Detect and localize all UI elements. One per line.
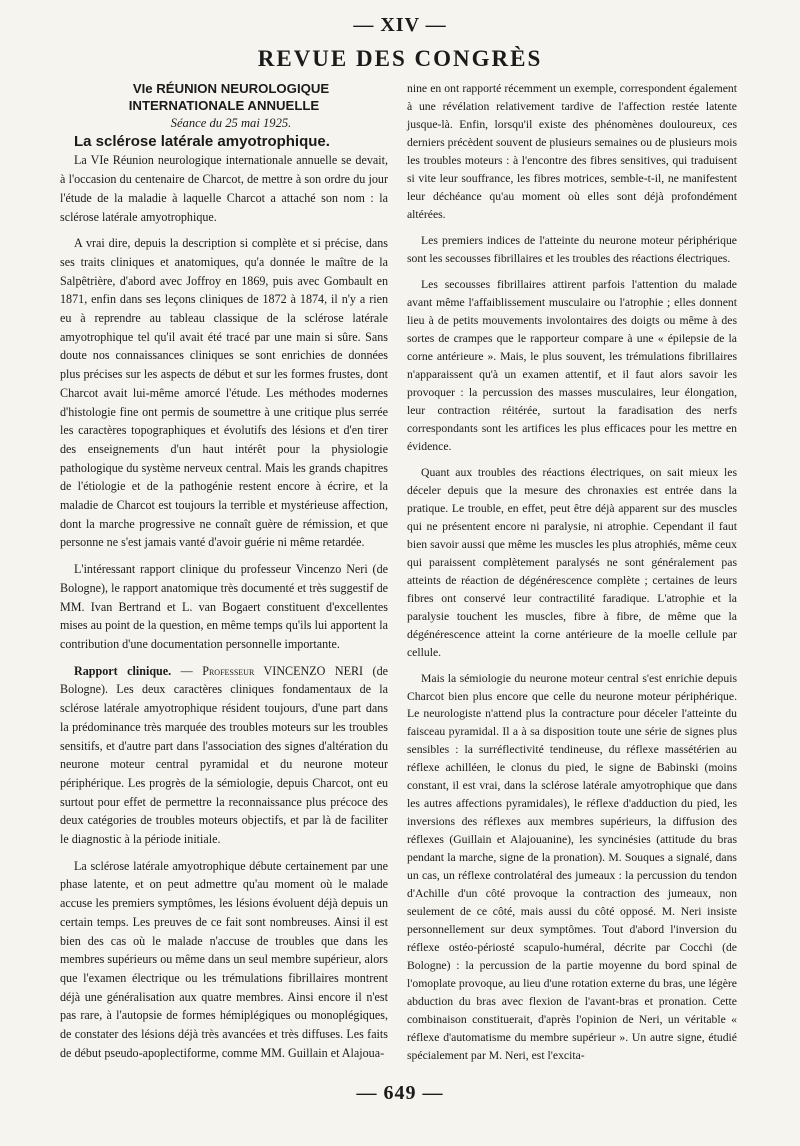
left-column	[60, 80, 388, 1062]
article-title: La sclérose latérale amyotrophique.	[74, 132, 330, 150]
session-date: Séance du 25 mai 1925.	[170, 116, 292, 130]
rapport-speaker: — Professeur VINCENZO NERI	[180, 663, 364, 678]
page-number: — 649 —	[356, 1082, 444, 1104]
fibrillary-paragraph: Les secousses fibrillaires attirent parfois l'attention du malade avant même l'affaiblissement musculaire ou l'atrophie ; elles donnent lieu à de petits mouvements involontaires des doigts ou même à des sortes de crampes que le rapporteur compare à une « épilepsie de la corne antérieure ». Mais, le plus souvent, les trémulations fibrillaires n'apparaissent qu'à un examen attentif, et il faut alors savoir les provoquer : la percussion des masses musculaires, leur élongation, leur contraction réitérée, surtout la faradisation des nerfs correspondants sont les artifices les plus efficaces pour les mettre en évidence.	[407, 277, 737, 453]
page-roman-numeral: — XIV —	[353, 14, 447, 36]
latent-phase-paragraph: La sclérose latérale amyotrophique débute certainement par une phase latente, et on peut admettre qu'au moment où le malade accuse les premiers symptômes, les lésions évoluent déjà depuis un certain temps. Les preuves de ce fait sont nombreuses. Ainsi il est bien des cas où le malade n'accuse de troubles que dans les membres supérieurs ou même dans un seul membre supérieur, alors que l'examen électrique ou les trémulations fibrillaires montrent déjà une généralisation aux quatre membres. Ainsi encore il n'est pas rare, à l'autopsie de formes hémiplégiques ou monoplégiques, de constater des lésions déjà très avancées et très diffuses. Les faits de début pseudo-apoplectiforme, comme MM. Guillain et Alajoua-	[60, 858, 388, 1060]
rapport-text: (de Bologne). Les deux caractères cliniques fondamentaux de la sclérose latérale amyotrophique résident toujours, d'une part dans la prédominance très marquée des troubles moteurs sur les troubles sensitifs, et d'autre part dans l'association des signes d'altération du neurone moteur central pyramidal et du neurone moteur périphérique. Les progrès de la sémiologie, depuis Charcot, ont eu surtout pour effet de permettre la reconnaissance plus précoce des deux catégories de troubles moteurs objectifs, et par là de faciliter le diagnostic à la période initiale.	[60, 663, 388, 847]
central-neuron-paragraph: Mais la sémiologie du neurone moteur central s'est enrichie depuis Charcot bien plus encore que celle du neurone moteur périphérique. Le neurologiste n'attend plus la contracture pour déceler l'atteinte du faisceau pyramidal. Il a à sa disposition toute une série de signes plus sensibles : la surréflectivité tendineuse, du réflexe massétérien au réflexe achilléen, le clonus du pied, le signe de Babinski (moins constant, il est vrai, dans la sclérose latérale amyotrophique que dans les autres affections pyramidales), le réflexe d'adduction du pied, les inversions des réflexes aux membres supérieurs, la diffusion des réflexes (Guillain et Alajouanine), les syncinésies (attitude du bras pendant la marche, signe de la pronation). M. Souques a signalé, dans un cas, un réflexe controlatéral des jumeaux : la percussion du tendon d'Achille d'un côté provoque la contraction des jumeaux, non seulement de ce côté, mais aussi du côté opposé. M. Neri insiste personnellement sur deux symptômes. Tout d'abord l'inversion du réflexe ostéo-périosté scapulo-huméral, décrite par Cocchi (de Bologne) : la percussion de la partie moyenne du bord spinal de l'omoplate provoque, au lieu d'une rotation externe du bras, une légère abduction du bras avec flexion de l'avant-bras et pronation. Cette combinaison constituerait, d'après l'opinion de Neri, un véritable « réflexe d'automatisme du membre supérieur ». Un autre signe, étudié spécialement par M. Neri, est l'excita-	[407, 671, 737, 1063]
peripheral-signs-paragraph: Les premiers indices de l'atteinte du neurone moteur périphérique sont les secousses fibrillaires et les troubles des réactions électriques.	[407, 233, 737, 265]
right-column	[407, 80, 737, 1065]
journal-title: REVUE DES CONGRÈS	[257, 46, 543, 71]
reports-paragraph: L'intéressant rapport clinique du professeur Vincenzo Neri (de Bologne), le rapport anatomique très documenté et très suggestif de MM. Ivan Bertrand et L. van Bogaert constituent d'excellentes mises au point de la question, en même temps qu'ils lui apportent la contribution d'une documentation personnelle importante.	[60, 562, 388, 651]
intro-paragraph: La VIe Réunion neurologique internationale annuelle se devait, à l'occasion du centenaire de Charcot, de mettre à son ordre du jour l'étude de la maladie à laquelle Charcot a attaché son nom : la sclérose latérale amyotrophique.	[60, 153, 388, 224]
rapport-heading: Rapport clinique.	[74, 663, 172, 678]
continuation-paragraph: nine en ont rapporté récemment un exemple, correspondent également à une révélation relativement tardive de l'affection restée latente jusque-là. Enfin, lorsqu'il existe des phénomènes douloureux, ces derniers précèdent souvent de plusieurs semaines ou de plusieurs mois les troubles moteurs : à l'encontre des fibres sensitives, qui traduisent si vite leur souffrance, les fibres motrices, semble-t-il, ne manifestent leur déchéance qu'au moment où elles sont déjà profondément altérées.	[407, 82, 737, 221]
electrical-reactions-paragraph: Quant aux troubles des réactions électriques, on sait mieux les déceler depuis que la mesure des chronaxies est entrée dans la pratique. Le trouble, en effet, peut être déjà apparent sur des muscles qui ne présentent encore ni paralysie, ni atrophie. Cependant il faut bien savoir aussi que même les muscles les plus atrophiés, même ceux qui paraissent complètement paralysés ne sont généralement pas atteints de réaction de dégénérescence complète ; certaines de leurs fibres ont conservé leur contractilité faradique. L'atrophie et la paralysie touchent les muscles, fibre à fibre, de même que la dégénérescence atteint la corne antérieure de la moelle cellule par cellule.	[407, 465, 737, 659]
meeting-title: VIe RÉUNION NEUROLOGIQUE INTERNATIONALE ANNUELLE	[128, 81, 330, 113]
context-paragraph: A vrai dire, depuis la description si complète et si précise, dans ses traits cliniques et anatomiques, qu'a donnée le maître de la Salpêtrière, d'abord avec Joffroy en 1869, puis avec Gombault en 1871, enfin dans ses leçons cliniques de 1872 à 1874, il n'y a rien eu à reprendre au tableau classique de la sclérose latérale amyotrophique tel qu'il avait été tracé par une main si sûre. Sans doute nos connaissances cliniques se sont enrichies de données plus précises sur les aspects de début et sur les formes frustes, dont Charcot avait lui-même amorcé l'étude. Les méthodes modernes d'histologie fine ont permis de soumettre à une critique plus serrée les caractères topographiques et évolutifs des lésions et d'en tirer des enseignements d'un haut intérêt pour la physiologie pathologique du système nerveux central. Mais les grands chapitres de l'étiologie et de la pathogénie restent encore à écrire, et la maladie de Charcot est toujours la terrible et mystérieuse affection, dont la marche progressive ne connaît guère de rémission, et que personne ne s'est jamais vanté d'avoir guérie ni même retardée.	[60, 236, 388, 550]
rapport-clinique-paragraph	[60, 662, 388, 849]
